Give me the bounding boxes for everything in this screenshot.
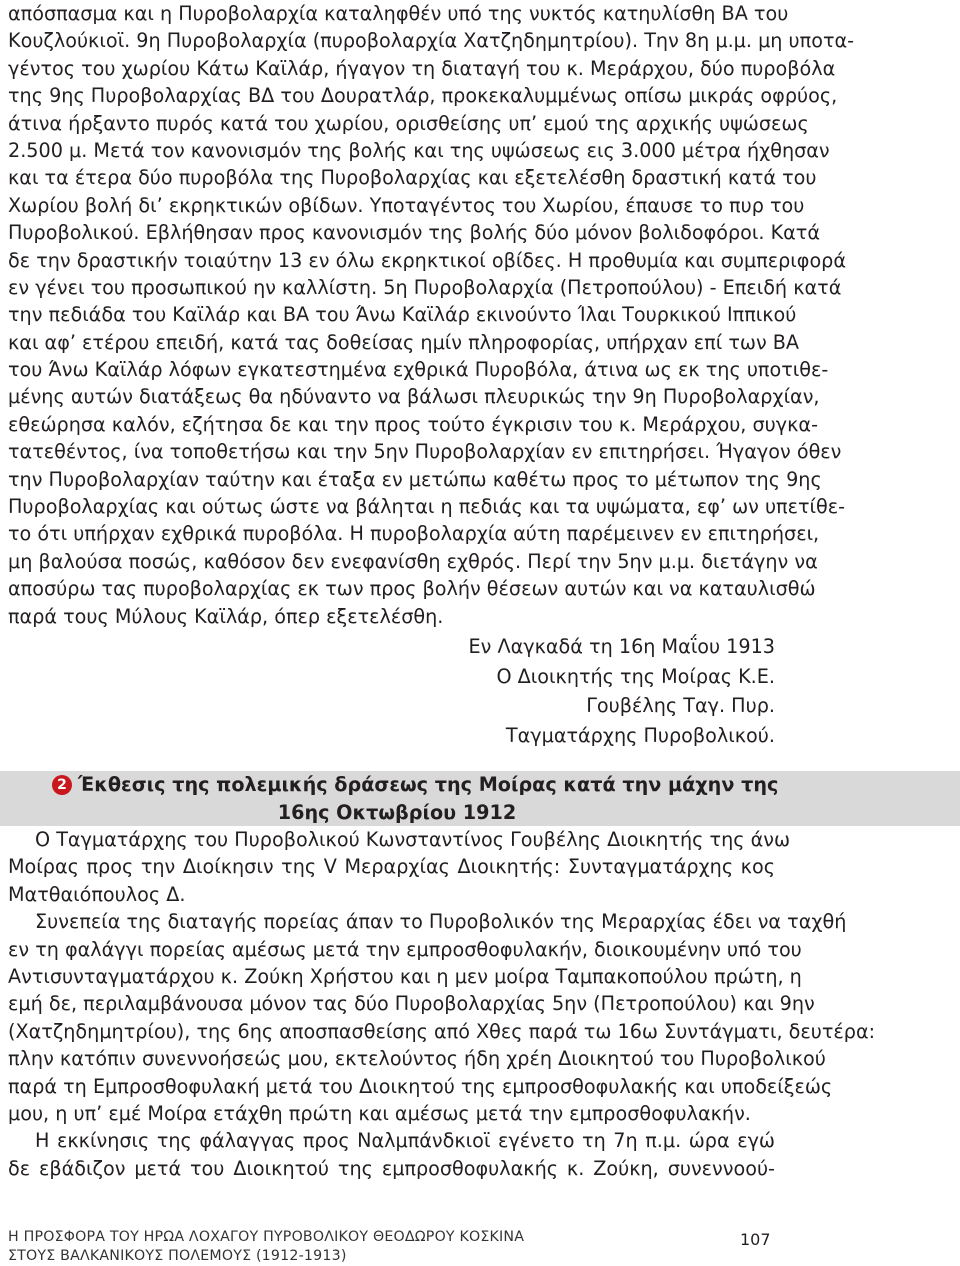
report-body: [8, 826, 876, 1182]
text-line: εν γένει του προσωπικού ην καλλίστη. 5η Πυροβολαρχία (Πετροπούλου) - Επειδή κατά: [8, 275, 842, 299]
text-line: γέντος του χωρίου Κάτω Καϊλάρ, ήγαγον τη διαταγή του κ. Μεράρχου, δύο πυροβόλα: [8, 56, 836, 80]
text-line: Ο Ταγματάρχης του Πυροβολικού Κωνσταντίνος Γουβέλης Διοικητής της άνω: [35, 828, 791, 851]
section-title-line-2: 16ης Οκτωβρίου 1912: [277, 800, 517, 824]
signature-role: Ο Διοικητής της Μοίρας Κ.Ε.: [496, 664, 775, 688]
running-footer: [8, 1228, 524, 1266]
section-title-line-1: Έκθεσις της πολεμικής δράσεως της Μοίρας κατά την μάχην της: [78, 773, 779, 796]
text-line: Συνεπεία της διαταγής πορείας άπαν το Πυροβολικόν της Μεραρχίας έδει να ταχθή: [35, 910, 847, 934]
text-line: (Χατζηδημητρίου), της 6ης αποσπασθείσης από Χθες παρά τω 16ω Συντάγματι, δευτέρα:: [8, 1019, 876, 1043]
text-line: Κουζλούκιοϊ. 9η Πυροβολαρχία (πυροβολαρχία Χατζηδημητρίου). Την 8η μ.μ. μη υποτα-: [8, 29, 855, 53]
text-line: μένης αυτών διατάξεως θα ηδύναντο να βάλωσι πλευρικώς την 9η Πυροβολαρχίαν,: [8, 385, 820, 409]
text-line: δε εβάδιζον μετά του Διοικητού της εμπροσθοφυλακής κ. Ζούκη, συνεννοού-: [8, 1156, 775, 1180]
section-heading: [52, 771, 779, 826]
text-line: παρά τους Μύλους Καϊλάρ, όπερ εξετελέσθη.: [8, 604, 444, 628]
text-line: εμή δε, περιλαμβάνουσα μόνον τας δύο Πυροβολαρχίας 5ην (Πετροπούλου) και 9ην: [8, 992, 815, 1016]
text-line: του Άνω Καϊλάρ λόφων εγκατεστημένα εχθρικά Πυροβόλα, άτινα ως εκ της υποτιθε-: [8, 358, 829, 382]
text-line: τατεθέντος, ίνα τοποθετήσω και την 5ην Πυροβολαρχίαν εν επιτηρήσει. Ήγαγον όθεν: [8, 440, 842, 464]
text-line: εν τη φαλάγγι πορείας αμέσως μετά την εμπροσθοφυλακήν, διοικουμένην υπό του: [8, 937, 802, 961]
text-line: Πυροβολικού. Εβλήθησαν προς κανονισμόν της βολής δύο μόνον βολιδοφόροι. Κατά: [8, 221, 821, 245]
text-line: πλην κατόπιν συνεννοήσεώς μου, εκτελούντος ήδη χρέη Διοικητού του Πυροβολικού: [8, 1047, 826, 1071]
footer-line-1: Η ΠΡΟΣΦΟΡΑ ΤΟΥ ΗΡΩΑ ΛΟΧΑΓΟΥ ΠΥΡΟΒΟΛΙΚΟΥ ΘΕΟΔΩΡΟΥ ΚΟΣΚΙΝΑ: [8, 1229, 525, 1245]
text-line: της 9ης Πυροβολαρχίας ΒΔ του Δουρατλάρ, προκεκαλυμμένως οπίσω μικράς οφρύος,: [8, 84, 838, 108]
text-line: Ματθαιόπουλος Δ.: [8, 882, 186, 906]
section-number-badge: 2: [52, 775, 72, 795]
signature-block: [469, 632, 775, 750]
text-line: μου, η υπ’ εμέ Μοίρα ετάχθη πρώτη και αμέσως μετά την εμπροσθοφυλακήν.: [8, 1101, 751, 1125]
signature-name: Γουβέλης Ταγ. Πυρ.: [586, 694, 775, 717]
text-line: Μοίρας προς την Διοίκησιν της V Μεραρχίας Διοικητής: Συνταγματάρχης κος: [8, 855, 775, 879]
text-line: μη βαλούσα ποσώς, καθόσον δεν ενεφανίσθη εχθρός. Περί την 5ην μ.μ. διετάγην να: [8, 549, 818, 573]
signature-rank: Ταγματάρχης Πυροβολικού.: [505, 723, 775, 747]
text-line: και αφ’ ετέρου επειδή, κατά τας δοθείσας ημίν πληροφορίας, υπήρχαν επί των ΒΑ: [8, 330, 800, 354]
text-line: την Πυροβολαρχίαν ταύτην και έταξα εν μετώπω καθέτω προς το μέτωπον της 9ης: [8, 467, 822, 491]
text-line: το ότι υπήρχαν εχθρικά πυροβόλα. Η πυροβολαρχία αύτη παρέμεινεν εν επιτηρήσει,: [8, 522, 820, 546]
text-line: Πυροβολαρχίας και ούτως ώστε να βάληται η πεδιάς και τα υψώματα, εφ’ ων υπετίθε-: [8, 495, 846, 519]
text-line: αποσύρω τας πυροβολαρχίας εκ των προς βολήν θέσεων αυτών και να καταυλισθώ: [8, 577, 816, 601]
text-line: την πεδιάδα του Καϊλάρ και ΒΑ του Άνω Καϊλάρ εκινούντο Ίλαι Τουρκικού Ιππικού: [8, 303, 797, 327]
text-line: Αντισυνταγματάρχου κ. Ζούκη Χρήστου και η μεν μοίρα Ταμπακοπούλου πρώτη, η: [8, 964, 802, 988]
text-line: άτινα ήρξαντο πυρός κατά του χωρίου, ορισθείσης υπ’ εμού της αρχικής υψώσεως: [8, 111, 809, 135]
signature-place-date: Εν Λαγκαδά τη 16η Μαΐου 1913: [468, 635, 775, 658]
text-line: Η εκκίνησις της φάλαγγας προς Ναλμπάνδκιοϊ εγένετο τη 7η π.μ. ώρα εγώ: [35, 1129, 775, 1153]
footer-line-2: ΣΤΟΥΣ ΒΑΛΚΑΝΙΚΟΥΣ ΠΟΛΕΜΟΥΣ (1912-1913): [8, 1248, 347, 1264]
page-number: 107: [740, 1230, 771, 1249]
report-body-continued: [8, 0, 855, 630]
text-line: και τα έτερα δύο πυροβόλα της Πυροβολαρχίας και εξετελέσθη δραστική κατά του: [8, 166, 817, 190]
text-line: 2.500 μ. Μετά τον κανονισμόν της βολής και της υψώσεως εις 3.000 μέτρα ήχθησαν: [8, 138, 830, 162]
text-line: παρά τη Εμπροσθοφυλακή μετά του Διοικητού της εμπροσθοφυλακής και υποδείξεώς: [8, 1074, 833, 1098]
text-line: εθεώρησα καλόν, εζήτησα δε και την προς τούτο έγκρισιν του κ. Μεράρχου, συγκα-: [8, 412, 818, 436]
text-line: δε την δραστικήν τοιαύτην 13 εν όλω εκρηκτικοί οβίδες. Η προθυμία και συμπεριφορά: [8, 248, 847, 272]
text-line: Χωρίου βολή δι’ εκρηκτικών οβίδων. Υποταγέντος του Χωρίου, έπαυσε το πυρ του: [8, 193, 805, 217]
text-line: απόσπασμα και η Πυροβολαρχία καταληφθέν υπό της νυκτός κατηυλίσθη ΒΑ του: [8, 2, 789, 25]
